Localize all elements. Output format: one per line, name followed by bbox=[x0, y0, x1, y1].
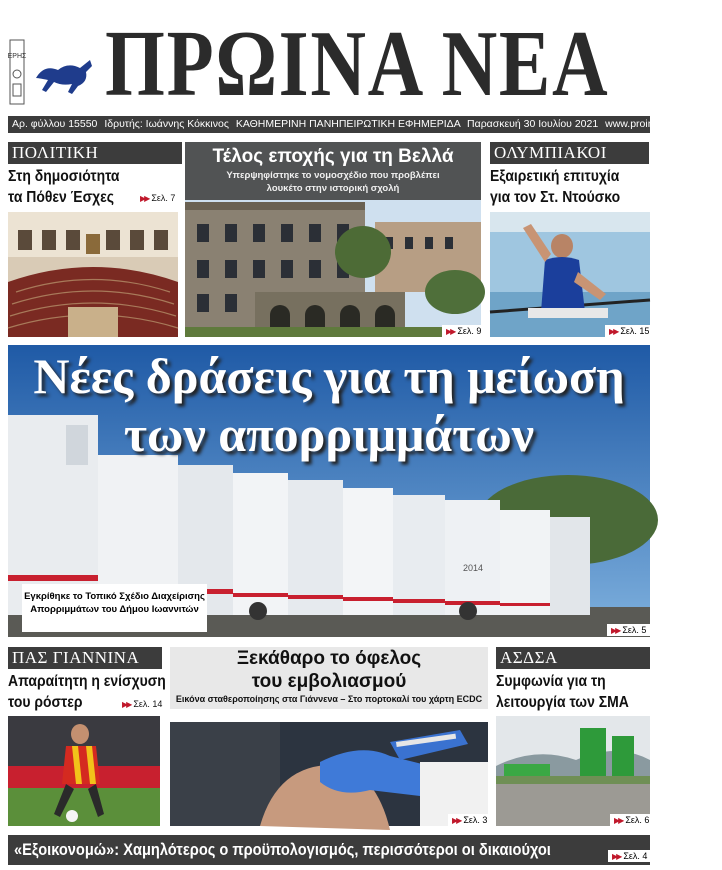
main-headline-2[interactable]: των απορριμμάτων bbox=[123, 406, 535, 462]
vaccine-subtitle: Εικόνα σταθεροποίησης στα Γιάννενα – Στο πορτοκαλί του χάρτη ECDC bbox=[175, 694, 483, 704]
vella-subtitle-1: Υπερψηφίστηκε το νομοσχέδιο που προβλέπει bbox=[226, 170, 440, 181]
vaccine-headline-box bbox=[170, 647, 488, 709]
section-politics: ΠΟΛΙΤΙΚΗ bbox=[8, 142, 182, 164]
vella-headline[interactable]: Τέλος εποχής για τη Βελλά bbox=[212, 146, 454, 167]
paper-type: ΚΑΘΗΜΕΡΙΝΗ ΠΑΝΗΠΕΙΡΩΤΙΚΗ ΕΦΗΜΕΡΙΔΑ bbox=[235, 118, 461, 130]
main-headline-1[interactable]: Νέες δράσεις για τη μείωση bbox=[33, 348, 625, 404]
recycling-station-photo bbox=[496, 716, 650, 826]
headline-politics-1[interactable]: Στη δημοσιότητα bbox=[8, 168, 120, 185]
page-ref-olympics[interactable]: ▶▶ Σελ. 15 bbox=[605, 325, 653, 337]
page-ref-asdsa[interactable]: ▶▶ Σελ. 6 bbox=[610, 814, 653, 826]
arrow-icon: ▶▶ bbox=[612, 852, 621, 861]
truck-year: 2014 bbox=[463, 563, 484, 573]
arrow-icon: ▶▶ bbox=[446, 327, 455, 336]
vaccine-headline-1[interactable]: Ξεκάθαρο το όφελος bbox=[236, 648, 422, 669]
issue-number: Αρ. φύλλου 15550 bbox=[12, 118, 98, 130]
headline-politics-2[interactable]: τα Πόθεν Έσχες bbox=[8, 189, 115, 206]
masthead-title: ΠΡΩΙΝΑ ΝΕΑ bbox=[105, 12, 610, 116]
arrow-icon: ▶▶ bbox=[122, 700, 131, 709]
info-bar bbox=[8, 116, 722, 133]
arrow-icon: ▶▶ bbox=[140, 194, 149, 203]
price: €0,50 bbox=[696, 118, 722, 130]
section-pas-giannina: ΠΑΣ ΓΙΑΝΝΙΝΑ bbox=[8, 647, 162, 669]
headline-asdsa-2[interactable]: λειτουργία των ΣΜΑ bbox=[496, 694, 629, 711]
footer-headline[interactable]: «Εξοικονομώ»: Χαμηλότερος ο προϋπολογισμός, περισσότεροι οι δικαιούχοι bbox=[14, 840, 551, 859]
arrow-icon: ▶▶ bbox=[452, 816, 461, 825]
section-olympics: ΟΛΥΜΠΙΑΚΟΙ bbox=[490, 142, 649, 164]
headline-pas-2[interactable]: του ρόστερ bbox=[8, 694, 83, 711]
vella-headline-box bbox=[185, 142, 481, 200]
headline-olympics-2[interactable]: για τον Στ. Ντούσκο bbox=[490, 189, 621, 206]
arrow-icon: ▶▶ bbox=[614, 816, 623, 825]
logo-text: ΕΡΗΣ bbox=[7, 53, 27, 60]
main-caption-2: Απορριμμάτων του Δήμου Ιωαννιτών bbox=[30, 604, 199, 615]
vaccination-photo bbox=[170, 722, 488, 826]
page-ref-vella[interactable]: ▶▶ Σελ. 9 bbox=[442, 325, 485, 337]
page-ref-politics[interactable]: ▶▶ Σελ. 7 bbox=[140, 193, 176, 203]
main-caption-box bbox=[22, 584, 207, 632]
website: www.proinanea.gr bbox=[605, 118, 690, 130]
page-ref-main[interactable]: ▶▶ Σελ. 5 bbox=[607, 624, 650, 636]
page-ref-footer[interactable]: ▶▶ Σελ. 4 bbox=[608, 850, 651, 862]
headline-asdsa-1[interactable]: Συμφωνία για τη bbox=[496, 673, 606, 690]
vella-subtitle-2: λουκέτο στην ιστορική σχολή bbox=[266, 183, 400, 194]
main-caption-1: Εγκρίθηκε το Τοπικό Σχέδιο Διαχείρισης bbox=[24, 591, 205, 602]
masthead-logo bbox=[8, 38, 103, 108]
parliament-photo bbox=[8, 212, 178, 337]
vaccine-headline-2[interactable]: του εμβολιασμού bbox=[251, 671, 407, 692]
football-player-photo bbox=[8, 716, 160, 826]
founder: Ιδρυτής: Ιωάννης Κόκκινος bbox=[104, 118, 229, 130]
arrow-icon: ▶▶ bbox=[611, 626, 620, 635]
page-ref-vaccine[interactable]: ▶▶ Σελ. 3 bbox=[448, 814, 491, 826]
page-ref-pas[interactable]: ▶▶ Σελ. 14 bbox=[122, 699, 163, 709]
issue-date: Παρασκευή 30 Ιουλίου 2021 bbox=[467, 118, 599, 130]
headline-olympics-1[interactable]: Εξαιρετική επιτυχία bbox=[490, 168, 620, 185]
section-asdsa: ΑΣΔΣΑ bbox=[496, 647, 650, 669]
rower-photo bbox=[490, 212, 650, 337]
headline-pas-1[interactable]: Απαραίτητη η ενίσχυση bbox=[8, 673, 166, 690]
arrow-icon: ▶▶ bbox=[609, 327, 618, 336]
